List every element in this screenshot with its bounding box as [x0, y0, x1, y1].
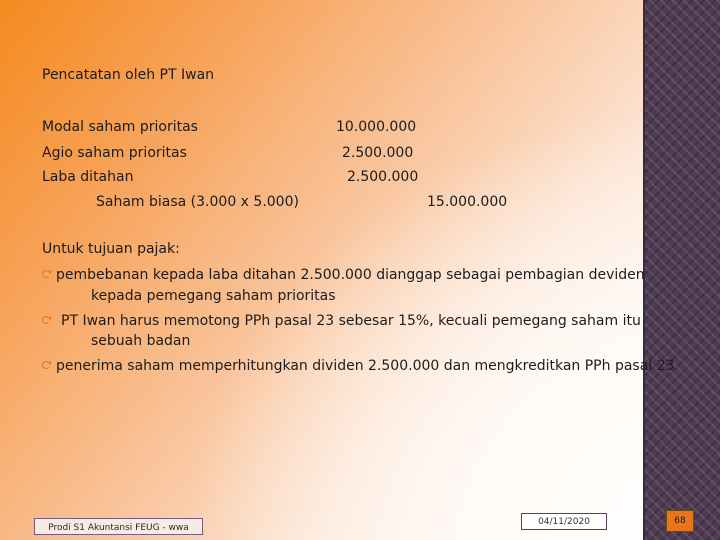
- journal-debit: 2.500.000: [342, 145, 414, 161]
- footer-source: Prodi S1 Akuntansi FEUG - wwa: [34, 518, 203, 535]
- journal-account: Modal saham prioritas: [42, 119, 198, 135]
- list-item: [42, 312, 641, 330]
- list-item: [42, 266, 645, 284]
- decorative-side-panel: [643, 0, 720, 540]
- journal-account: Saham biasa (3.000 x 5.000): [96, 194, 299, 210]
- bullet-arrow-icon: [42, 361, 50, 369]
- slide-heading: Pencatatan oleh PT Iwan: [42, 67, 215, 83]
- list-item-text: penerima saham memperhitungkan dividen 2.500.000 dan mengkreditkan PPh pasal 23: [56, 358, 675, 374]
- bullet-arrow-icon: [42, 270, 50, 278]
- tax-section-title: Untuk tujuan pajak:: [42, 241, 180, 257]
- list-item: [42, 357, 674, 375]
- list-item-text: pembebanan kepada laba ditahan 2.500.000 dianggap sebagai pembagian deviden: [56, 267, 645, 283]
- list-item-text: PT Iwan harus memotong PPh pasal 23 sebesar 15%, kecuali pemegang saham itu: [61, 313, 641, 329]
- journal-account: Laba ditahan: [42, 169, 134, 185]
- footer-date: 04/11/2020: [521, 513, 607, 530]
- journal-debit: 2.500.000: [347, 169, 419, 185]
- journal-account: Agio saham prioritas: [42, 145, 187, 161]
- list-item-text-continued: kepada pemegang saham prioritas: [91, 288, 336, 304]
- list-item-text-continued: sebuah badan: [91, 333, 191, 349]
- journal-debit: 10.000.000: [336, 119, 417, 135]
- page-number: 68: [666, 510, 694, 532]
- bullet-arrow-icon: [42, 316, 50, 324]
- journal-credit: 15.000.000: [427, 194, 508, 210]
